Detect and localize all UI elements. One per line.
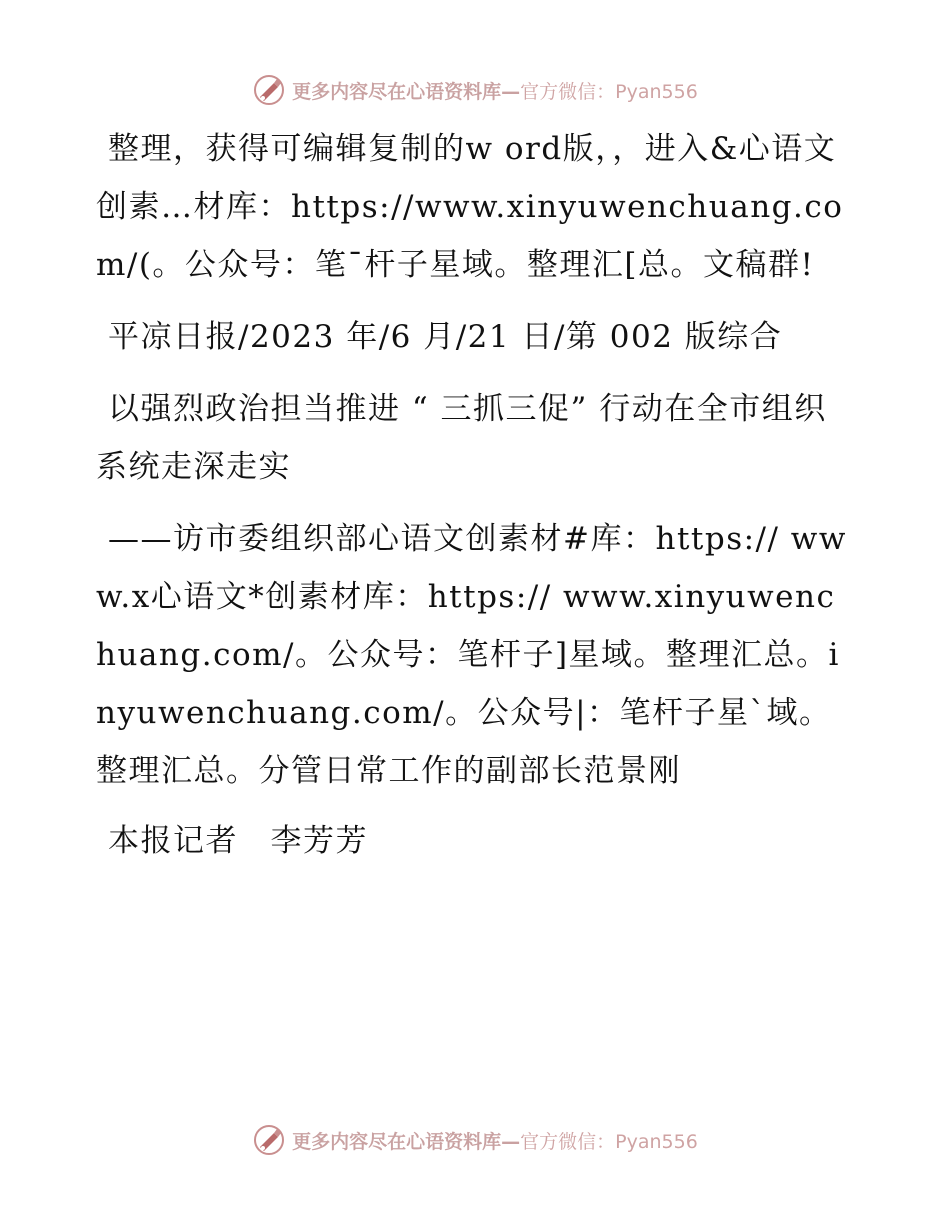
reporter-line: 本报记者 李芳芳 [108, 823, 368, 859]
watermark-separator: — [501, 1130, 521, 1153]
intro-paragraph: 整理，获得可编辑复制的w ord版，，进入&心语文创素…材库：https://www.xinyuwenchuang.com/(。公众号：笔¯杆子星域。整理汇[总。文稿群! [96, 131, 844, 283]
document-body [96, 120, 856, 870]
watermark-slogan: 更多内容尽在心语资料库 [292, 80, 502, 103]
watermark-text [292, 1127, 698, 1154]
pen-nib-logo-icon [252, 73, 286, 107]
source-line: 平凉日报/2023 年/6 月/21 日/第 002 版综合 [108, 319, 783, 355]
pen-nib-logo-icon [252, 1123, 286, 1157]
watermark-text [292, 77, 698, 104]
article-title: 以强烈政治担当推进 “ 三抓三促” 行动在全市组织系统走深走实 [96, 391, 827, 485]
watermark-slogan: 更多内容尽在心语资料库 [292, 1130, 502, 1153]
article-subtitle: ——访市委组织部心语文创素材#库：https:// www.x心语文*创素材库：https:// www.xinyuwenchuang.com/。公众号：笔杆子]星域。整理汇总。inyuwenchuang.com/。公众号|：笔杆子星`域。整理汇总。分管日常工作的副部长范景刚 [96, 521, 847, 789]
watermark-wechat: 官方微信：Pyan556 [520, 80, 698, 103]
watermark-separator: — [501, 80, 521, 103]
watermark-wechat: 官方微信：Pyan556 [520, 1130, 698, 1153]
header-watermark [0, 70, 950, 110]
footer-watermark [0, 1120, 950, 1160]
